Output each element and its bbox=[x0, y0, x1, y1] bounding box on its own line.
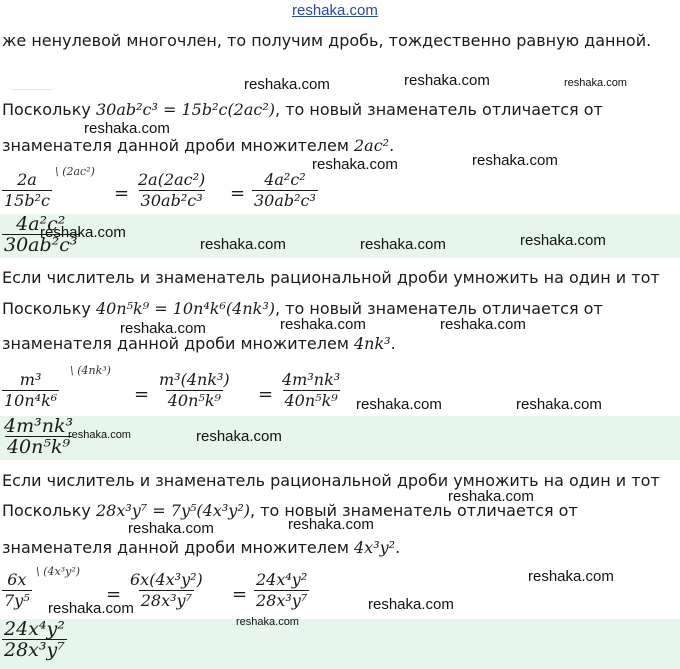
example3-line2: знаменателя данной дроби множителем 4x³y². bbox=[2, 538, 401, 557]
watermark-top[interactable]: reshaka.com bbox=[292, 2, 378, 19]
intro-line: же ненулевой многочлен, то получим дробь, тождественно равную данной. bbox=[2, 31, 652, 50]
watermark: reshaka.com bbox=[196, 428, 282, 445]
ex3-eq-2: = bbox=[232, 584, 248, 605]
watermark: reshaka.com bbox=[120, 320, 206, 337]
ex3-fraction-given: $\frac{6x}{\text{7y⁵}}$ bbox=[4, 570, 30, 610]
ex3-fraction-result: $\frac{\text{24x⁴y²}}{\text{28x³y⁷}}$ bbox=[256, 570, 308, 610]
ex1-fraction-given: $\frac{2a}{\text{15b²c}}$ bbox=[4, 170, 50, 210]
ex1-answer: $\frac{\text{4a²c²}}{\text{30ab²c³}}$ bbox=[4, 213, 78, 256]
watermark: reshaka.com bbox=[360, 236, 446, 253]
watermark: reshaka.com bbox=[244, 76, 330, 93]
example2-line2: знаменателя данной дроби множителем 4nk³. bbox=[2, 334, 396, 353]
watermark: reshaka.com bbox=[528, 568, 614, 585]
divider bbox=[12, 89, 52, 90]
example2-line1: Поскольку 40n⁵k⁹ = 10n⁴k⁶(4nk³), то новый знаменатель отличается от bbox=[2, 299, 603, 318]
ex2-eq-2: = bbox=[258, 384, 274, 405]
watermark: reshaka.com bbox=[48, 600, 134, 617]
watermark: reshaka.com bbox=[520, 232, 606, 249]
watermark: reshaka.com bbox=[68, 429, 131, 441]
watermark: reshaka.com bbox=[40, 224, 126, 241]
watermark: reshaka.com bbox=[404, 72, 490, 89]
watermark: reshaka.com bbox=[236, 616, 299, 628]
watermark: reshaka.com bbox=[564, 77, 627, 89]
watermark: reshaka.com bbox=[312, 156, 398, 173]
ex2-multiplier: \ (4nk³) bbox=[70, 364, 111, 377]
example1-line2: знаменателя данной дроби множителем 2ac². bbox=[2, 136, 395, 155]
ex2-fraction-given: $\frac{\text{m³}}{\text{10n⁴k⁶}}$ bbox=[4, 370, 58, 410]
ex1-fraction-result: $\frac{\text{4a²c²}}{\text{30ab²c³}}$ bbox=[254, 170, 316, 210]
example3-line1: Поскольку 28x³y⁷ = 7y⁵(4x³y²), то новый знаменатель отличается от bbox=[2, 501, 578, 520]
ex3-multiplier: \ (4x³y²) bbox=[36, 565, 81, 578]
watermark: reshaka.com bbox=[356, 396, 442, 413]
watermark: reshaka.com bbox=[516, 396, 602, 413]
rule-line-1: Если числитель и знаменатель рациональной дроби умножить на один и тот bbox=[2, 268, 660, 287]
ex2-fraction-result: $\frac{\text{4m³nk³}}{\text{40n⁵k⁹}}$ bbox=[282, 370, 341, 410]
ex3-answer: $\frac{\text{24x⁴y²}}{\text{28x³y⁷}}$ bbox=[4, 618, 65, 661]
watermark: reshaka.com bbox=[200, 236, 286, 253]
ex2-eq-1: = bbox=[134, 384, 150, 405]
ex1-eq-2: = bbox=[230, 183, 246, 204]
ex1-fraction-step: $\frac{\text{2a(2ac²)}}{\text{30ab²c³}}$ bbox=[138, 170, 206, 210]
watermark: reshaka.com bbox=[448, 488, 534, 505]
watermark: reshaka.com bbox=[288, 516, 374, 533]
watermark: reshaka.com bbox=[280, 316, 366, 333]
ex2-fraction-step: $\frac{\text{m³(4nk³)}}{\text{40n⁵k⁹}}$ bbox=[159, 370, 230, 410]
watermark: reshaka.com bbox=[128, 520, 214, 537]
watermark: reshaka.com bbox=[472, 152, 558, 169]
watermark: reshaka.com bbox=[84, 120, 170, 137]
rule-line-2: Если числитель и знаменатель рациональной дроби умножить на один и тот bbox=[2, 471, 660, 490]
ex2-answer: $\frac{\text{4m³nk³}}{\text{40n⁵k⁹}}$ bbox=[4, 415, 74, 458]
ex3-fraction-step: $\frac{\text{6x(4x³y²)}}{\text{28x³y⁷}}$ bbox=[130, 570, 203, 610]
ex3-eq-1: = bbox=[106, 584, 122, 605]
example1-line1: Поскольку 30ab²c³ = 15b²c(2ac²), то новый знаменатель отличается от bbox=[2, 100, 603, 119]
ex1-multiplier: \ (2ac²) bbox=[55, 165, 95, 178]
ex1-eq-1: = bbox=[114, 183, 130, 204]
watermark: reshaka.com bbox=[440, 316, 526, 333]
watermark: reshaka.com bbox=[368, 596, 454, 613]
answer-band-3 bbox=[0, 619, 680, 669]
